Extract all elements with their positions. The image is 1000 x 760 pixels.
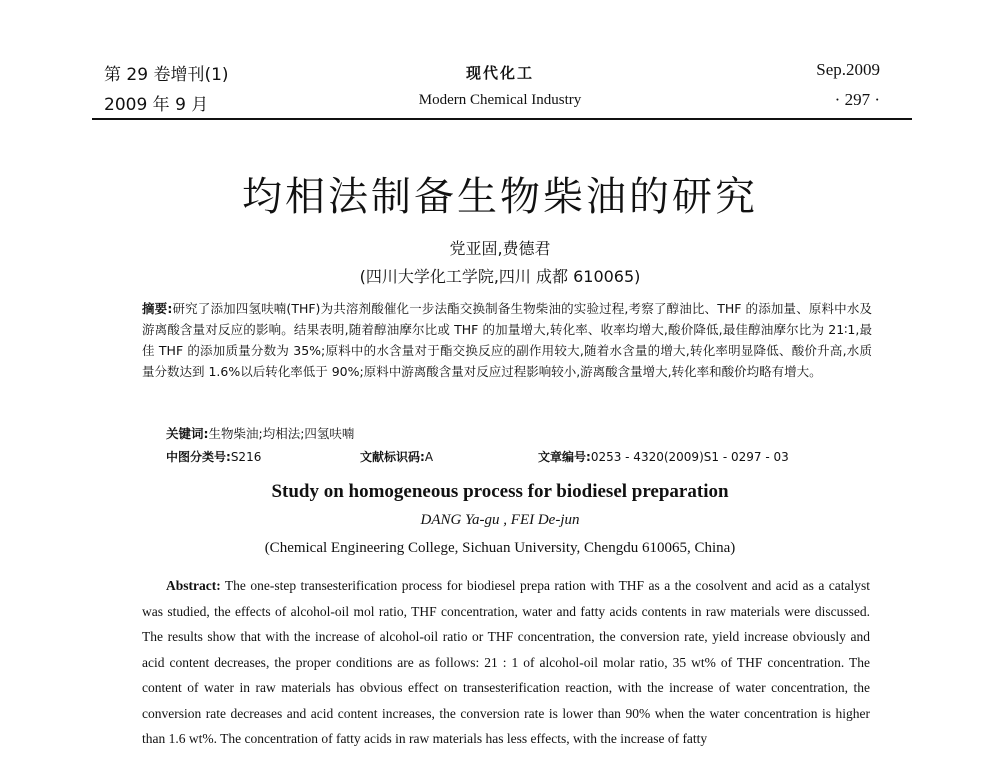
keywords-cn-label: 关键词:	[166, 426, 209, 441]
authors-en: DANG Ya-gu , FEI De-jun	[420, 512, 580, 528]
abstract-en-text: The one-step transesterification process for biodiesel prepa ration with THF as a the cosolvent and acid as a catalyst was studied, the effects of alcohol-oil mol ratio, THF concentration, water and fatty acids contents in raw materials were discussed. The results show that with the increase of alcohol-oil ratio or THF concentration, the conversion rate, yield increase obviously and acid content decreases, the proper conditions are as follows: 21 : 1 of alcohol-oil molar ratio, 35 wt% of THF concentration. The content of water in raw materials has obvious effect on transesterification reaction, with the increase of water concentration, the conversion rate decreases and acid content increases, the conversion rate is lower than 90% when the water concentration is higher than 1.6 wt%. The concentration of fatty acids in raw materials has less effects, with the increase of fatty	[142, 578, 870, 746]
article-title-en: Study on homogeneous process for biodiesel preparation	[271, 481, 729, 502]
authors-cn: 党亚固,费德君	[449, 239, 551, 258]
doc-code-label: 文献标识码:	[360, 450, 425, 464]
abstract-cn	[142, 298, 872, 382]
document-code	[360, 448, 433, 465]
journal-name-en: Modern Chemical Industry	[418, 92, 582, 108]
clc-value: S216	[230, 450, 262, 464]
article-no-label: 文章编号:	[538, 450, 591, 464]
volume-issue: 第 29 卷增刊(1)	[104, 65, 229, 85]
affiliation-cn: (四川大学化工学院,四川 成都 610065)	[359, 267, 641, 286]
publication-date-cn: 2009 年 9 月	[104, 95, 209, 115]
article-number	[538, 448, 789, 465]
page-number: · 297 ·	[834, 90, 880, 109]
article-title-cn: 均相法制备生物柴油的研究	[242, 174, 758, 220]
abstract-cn-text: 研究了添加四氢呋喃(THF)为共溶剂酸催化一步法酯交换制备生物柴油的实验过程,考察了醇油比、THF 的添加量、原料中水及游离酸含量对反应的影响。结果表明,随着醇油摩尔比或 THF 的加量增大,转化率、收率均增大,酸价降低,最佳醇油摩尔比为 21∶1,最佳 THF 的添加质量分数为 35%;原料中的水含量对于酯交换反应的副作用较大,随着水含量的增大,转化率明显降低、酸价升高,水质量分数达到 1.6%以后转化率低于 90%;原料中游离酸含量对反应过程影响较小,游离酸含量增大,转化率和酸价均略有增大。	[142, 301, 873, 379]
keywords-cn-text: 生物柴油;均相法;四氢呋喃	[208, 426, 355, 441]
keywords-cn	[166, 424, 354, 442]
clc-number	[166, 448, 261, 465]
header-rule	[92, 118, 912, 120]
article-no-value: 0253 - 4320(2009)S1 - 0297 - 03	[590, 450, 789, 464]
journal-header	[0, 0, 1000, 125]
journal-name-cn: 现代化工	[465, 64, 534, 82]
doc-code-value: A	[424, 450, 434, 464]
publication-date-en: Sep.2009	[816, 60, 880, 79]
clc-label: 中图分类号:	[166, 450, 231, 464]
abstract-en	[142, 573, 870, 752]
abstract-en-label: Abstract:	[166, 578, 221, 593]
affiliation-en: (Chemical Engineering College, Sichuan University, Chengdu 610065, China)	[264, 540, 736, 556]
abstract-cn-label: 摘要:	[142, 301, 173, 316]
